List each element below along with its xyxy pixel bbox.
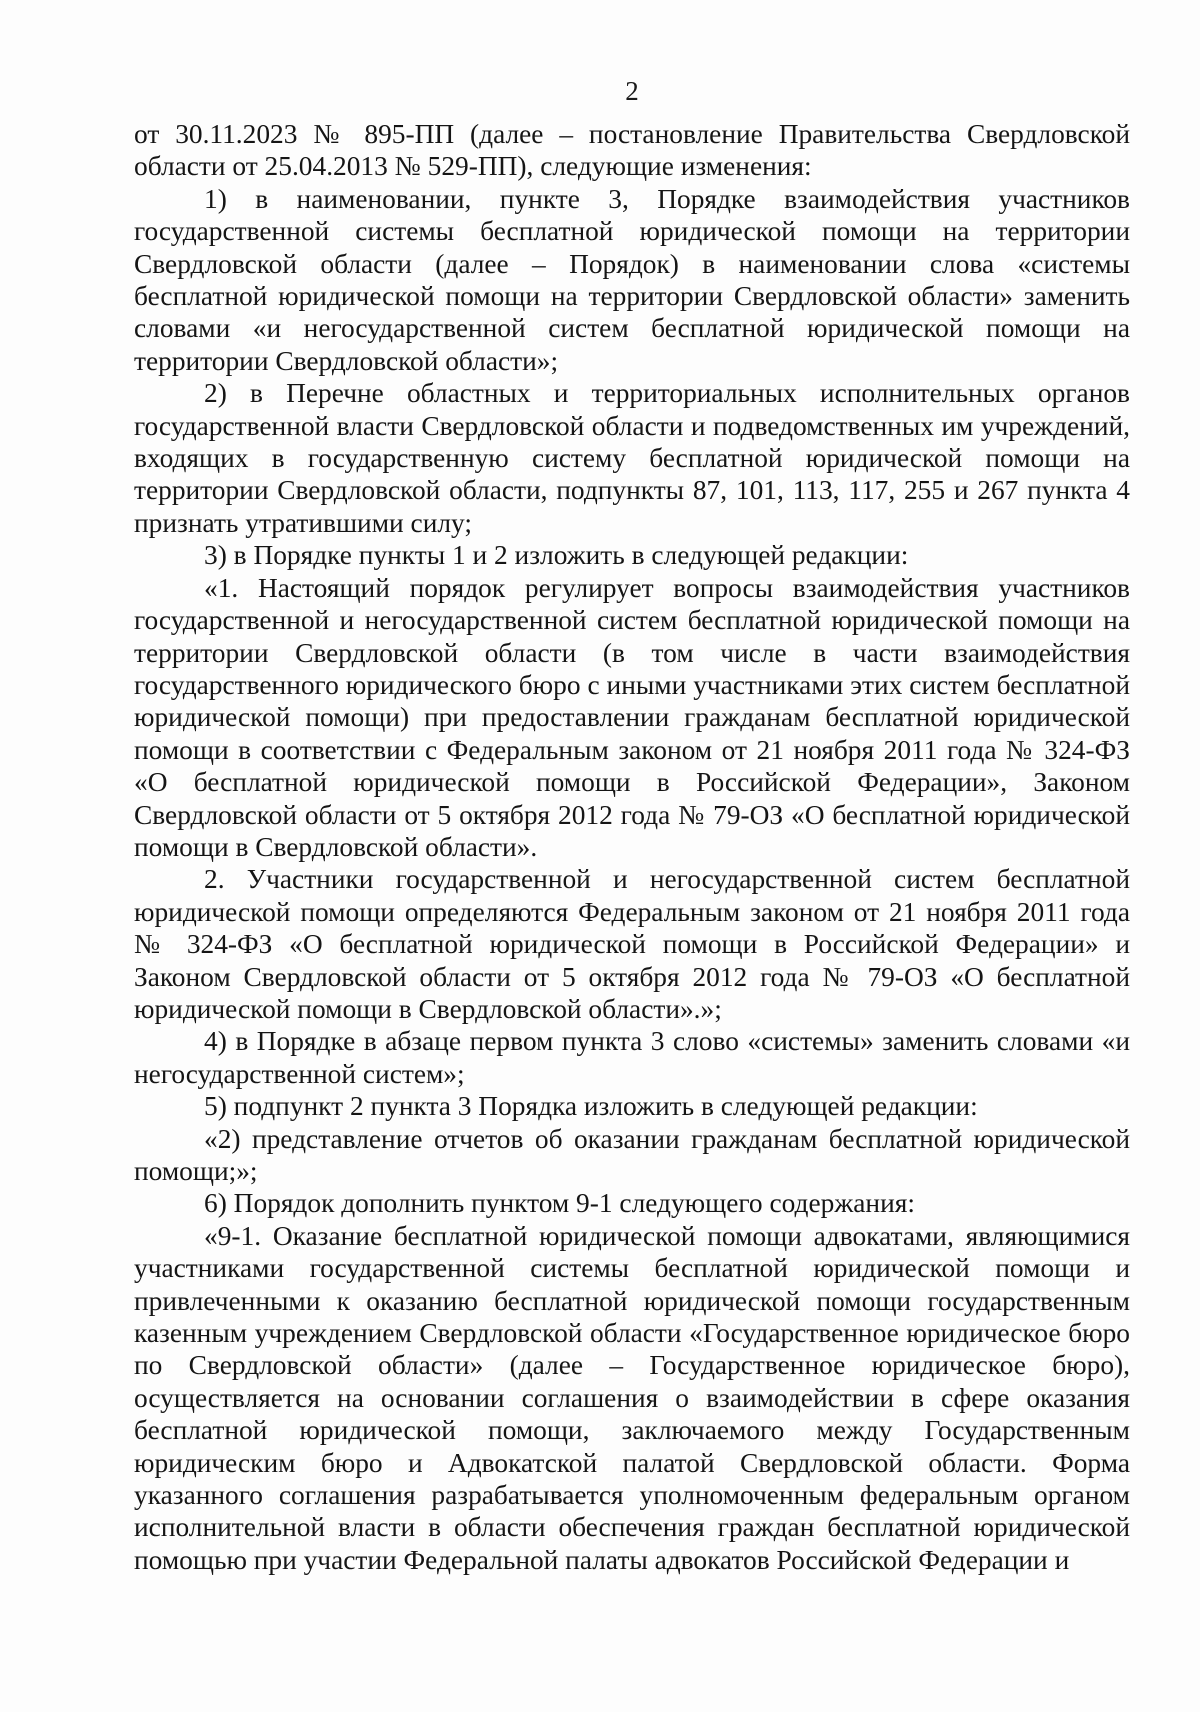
- paragraph-item-5: 5) подпункт 2 пункта 3 Порядка изложить в следующей редакции:: [204, 1091, 978, 1122]
- paragraph-quoted-point-2: 2. Участники государственной и негосударственной систем бесплатной юридической помощи определяются Федеральным законом от 21 ноября 2011 года № 324-ФЗ «О бесплатной юридической помощи в Российской Федерации» и Законом Свердловской области от 5 октября 2012 года № 79-ОЗ «О бесплатной юридической помощи в Свердловской области».»;: [134, 864, 1130, 1024]
- paragraph-quoted-point-1: «1. Настоящий порядок регулирует вопросы взаимодействия участников государственной и негосударственной систем бесплатной юридической помощи на территории Свердловской области (в том числе в части взаимодействия государственного юридического бюро с иными участниками этих систем бесплатной юридической помощи) при предоставлении гражданам бесплатной юридической помощи в соответствии с Федеральным законом от 21 ноября 2011 года № 324-ФЗ «О бесплатной юридической помощи в Российской Федерации», Законом Свердловской области от 5 октября 2012 года № 79-ОЗ «О бесплатной юридической помощи в Свердловской области».: [134, 572, 1130, 862]
- paragraph-quoted-point-9-1: «9-1. Оказание бесплатной юридической помощи адвокатами, являющимися участниками государственной системы бесплатной юридической помощи и привлеченными к оказанию бесплатной юридической помощи государственным казенным учреждением Свердловской области «Государственное юридическое бюро по Свердловской области» (далее – Государственное юридическое бюро), осуществляется на основании соглашения о взаимодействии в сфере оказания бесплатной юридической помощи, заключаемого между Государственным юридическим бюро и Адвокатской палатой Свердловской области. Форма указанного соглашения разрабатывается уполномоченным федеральным органом исполнительной власти в области обеспечения граждан бесплатной юридической помощью при участии Федеральной палаты адвокатов Российской Федерации и: [134, 1220, 1130, 1575]
- paragraph-item-4: 4) в Порядке в абзаце первом пункта 3 слово «системы» заменить словами «и негосударственной систем»;: [134, 1026, 1130, 1089]
- paragraph-item-1: 1) в наименовании, пункте 3, Порядке взаимодействия участников государственной системы бесплатной юридической помощи на территории Свердловской области (далее – Порядок) в наименовании слова «системы бесплатной юридической помощи на территории Свердловской области» заменить словами «и негосударственной систем бесплатной юридической помощи на территории Свердловской области»;: [134, 183, 1130, 376]
- paragraph-item-2: 2) в Перечне областных и территориальных исполнительных органов государственной власти Свердловской области и подведомственных им учреждений, входящих в государственную систему бесплатной юридической помощи на территории Свердловской области, подпункты 87, 101, 113, 117, 255 и 267 пункта 4 признать утратившими силу;: [134, 378, 1130, 538]
- paragraph-intro-continuation: от 30.11.2023 № 895-ПП (далее – постановление Правительства Свердловской области от 25.04.2013 № 529-ПП), следующие изменения:: [134, 119, 1130, 182]
- paragraph-quoted-subpoint-2: «2) представление отчетов об оказании гражданам бесплатной юридической помощи;»;: [134, 1123, 1130, 1186]
- paragraph-item-3: 3) в Порядке пункты 1 и 2 изложить в следующей редакции:: [204, 540, 909, 571]
- paragraph-item-6: 6) Порядок дополнить пунктом 9-1 следующего содержания:: [204, 1188, 915, 1219]
- page-number: 2: [625, 76, 639, 106]
- document-body: [134, 118, 1130, 1576]
